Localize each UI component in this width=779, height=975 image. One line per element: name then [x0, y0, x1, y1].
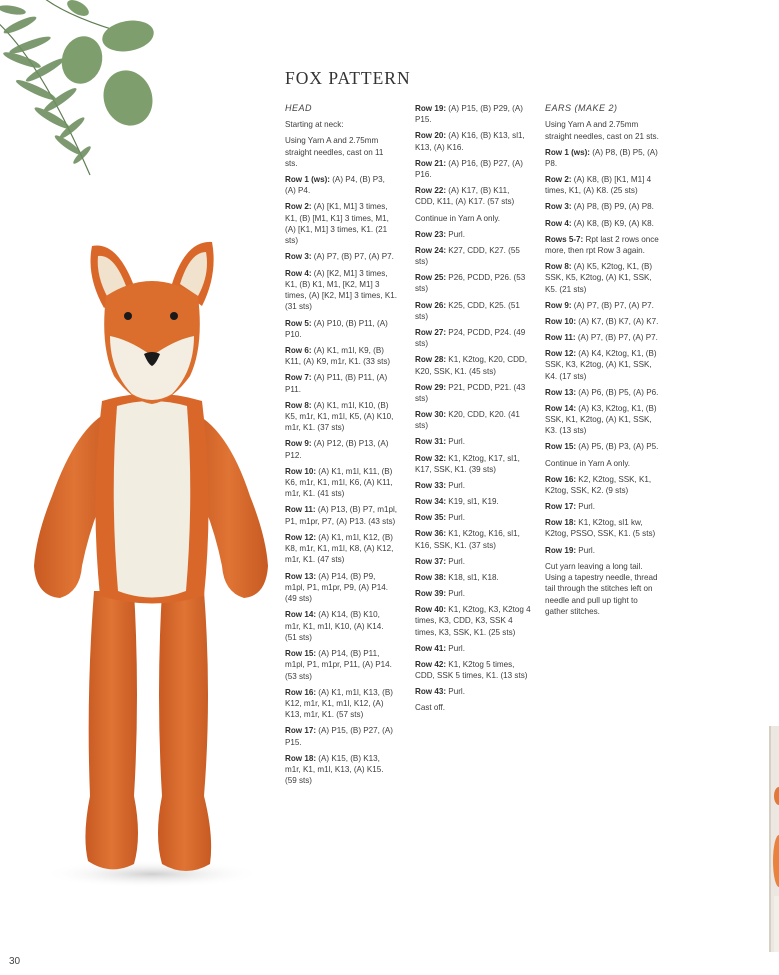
pattern-row — [285, 268, 397, 313]
row-instruction: (A) P11, (B) P11, (A) P11. — [285, 373, 388, 394]
row-label: Row 33: — [415, 480, 447, 490]
row-label: Row 35: — [415, 513, 447, 523]
row-instruction: K2, K2tog, SSK, K1, K2tog, SSK, K2. (9 sts) — [545, 474, 652, 495]
pattern-row — [415, 453, 531, 476]
row-label: Row 6: — [285, 345, 312, 355]
pattern-row — [545, 119, 659, 142]
row-instruction: (A) K15, (B) K13, m1r, K1, m1l, K13, (A) K15. (59 sts) — [285, 753, 384, 786]
pattern-row — [415, 496, 531, 507]
row-label: Row 16: — [285, 687, 317, 697]
row-instruction: K1, K2tog, K16, sl1, K16, SSK, K1. (37 sts) — [415, 529, 520, 550]
row-label: Row 34: — [415, 497, 447, 507]
pattern-row — [285, 119, 397, 130]
pattern-row — [545, 174, 659, 197]
row-label: Row 1 (ws): — [285, 175, 330, 185]
pattern-row — [545, 458, 659, 469]
pattern-row — [545, 387, 659, 398]
row-instruction: (A) K1, m1l, K12, (B) K8, m1r, K1, m1l, K8, (A) K12, m1r, K1. (47 sts) — [285, 532, 394, 565]
row-instruction: (A) K1, m1l, K9, (B) K11, (A) K9, m1r, K1. (33 sts) — [285, 345, 391, 367]
row-instruction: (A) P16, (B) P27, (A) P16. — [415, 158, 523, 180]
row-instruction: (A) P4, (B) P3, (A) P4. — [285, 175, 385, 196]
row-label: Row 17: — [285, 726, 317, 736]
row-instruction: Purl. — [448, 437, 465, 447]
pattern-row — [545, 147, 659, 170]
row-instruction: (A) P5, (B) P3, (A) P5. — [578, 442, 659, 452]
row-instruction: (A) P14, (B) P9, m1pl, P1, m1pr, P9, (A) P14. (49 sts) — [285, 571, 389, 604]
row-instruction: K27, CDD, K27. (55 sts) — [415, 245, 520, 267]
pattern-row — [545, 474, 659, 497]
row-instruction: (A) P7, (B) P7, (A) P7. — [313, 252, 394, 262]
pattern-row — [415, 245, 531, 268]
pattern-row — [545, 332, 659, 343]
pattern-row — [285, 318, 397, 341]
row-label: Row 10: — [285, 466, 317, 476]
pattern-row — [285, 345, 397, 368]
row-instruction: Cast off. — [415, 703, 445, 713]
pattern-row — [415, 409, 531, 432]
row-instruction: Purl. — [448, 480, 465, 490]
page-title: FOX PATTERN — [285, 68, 411, 88]
row-instruction: P21, PCDD, P21. (43 sts) — [415, 382, 526, 403]
row-instruction: K25, CDD, K25. (51 sts) — [415, 300, 520, 321]
row-instruction: (A) [K1, M1] 3 times, K1, (B) [M1, K1] 3 times, M1, (A) [K1, M1] 3 times, K1. (21 sts) — [285, 202, 389, 246]
pattern-row — [545, 501, 659, 512]
row-instruction: K1, K2tog, sl1 kw, K2tog, PSSO, SSK, K1. (5 sts) — [545, 518, 656, 539]
row-instruction: (A) K1, m1l, K11, (B) K6, m1r, K1, m1l, K6, (A) K11, m1r, K1. (41 sts) — [285, 466, 393, 499]
row-label: Row 31: — [415, 437, 447, 447]
row-label: Row 19: — [415, 104, 447, 113]
row-instruction: P24, PCDD, P24. (49 sts) — [415, 327, 526, 349]
row-label: Row 42: — [415, 659, 447, 669]
row-label: Row 4: — [285, 268, 312, 278]
row-label: Row 32: — [415, 453, 447, 463]
pattern-row — [285, 504, 397, 527]
pattern-row — [285, 372, 397, 395]
pattern-row — [545, 561, 659, 617]
knitted-fox-toy-photo — [22, 236, 284, 896]
row-label: Rows 5-7: — [545, 234, 584, 244]
row-label: Row 15: — [285, 648, 317, 658]
row-label: Row 18: — [285, 753, 317, 763]
column-head-continued — [415, 103, 531, 718]
pattern-row — [285, 251, 397, 262]
pattern-row — [415, 588, 531, 599]
row-instruction: Continue in Yarn A only. — [545, 458, 631, 468]
row-instruction: Continue in Yarn A only. — [415, 213, 501, 223]
row-instruction: (A) [K2, M1] 3 times, K1, (B) K1, M1, [K2, M1] 3 times, (A) [K2, M1] 3 times, K1. (31 sts) — [285, 268, 397, 312]
row-label: Row 12: — [285, 532, 317, 542]
page-number: 30 — [9, 956, 21, 967]
column-head — [285, 103, 397, 791]
row-label: Row 14: — [285, 610, 317, 620]
pattern-row — [415, 130, 531, 153]
row-instruction: (A) P8, (B) P5, (A) P8. — [545, 147, 658, 168]
row-instruction: (A) K14, (B) K10, m1r, K1, m1l, K10, (A) K14. (51 sts) — [285, 610, 384, 642]
pattern-row — [415, 229, 531, 240]
pattern-row — [285, 135, 397, 169]
row-instruction: Purl. — [448, 643, 465, 653]
row-label: Row 4: — [545, 218, 572, 228]
pattern-row — [415, 103, 531, 126]
row-instruction: Purl. — [578, 502, 595, 512]
row-instruction: K1, K2tog, K17, sl1, K17, SSK, K1. (39 sts) — [415, 453, 520, 474]
row-label: Row 30: — [415, 410, 447, 420]
pattern-row — [285, 174, 397, 197]
row-instruction: (A) K1, m1l, K13, (B) K12, m1r, K1, m1l, K12, (A) K13, m1r, K1. (57 sts) — [285, 687, 393, 720]
row-label: Row 12: — [545, 349, 577, 359]
row-label: Row 18: — [545, 518, 577, 528]
row-instruction: (A) P12, (B) P13, (A) P12. — [285, 439, 389, 460]
pattern-row — [545, 316, 659, 327]
row-instruction: (A) K1, m1l, K10, (B) K5, m1r, K1, m1l, K5, (A) K10, m1r, K1. (37 sts) — [285, 400, 394, 433]
row-label: Row 28: — [415, 355, 447, 365]
pattern-row — [285, 400, 397, 434]
row-instruction: (A) K8, (B) K9, (A) K8. — [573, 218, 654, 228]
row-label: Row 26: — [415, 300, 447, 310]
row-label: Row 29: — [415, 382, 447, 392]
row-instruction: Cut yarn leaving a long tail. Using a tapestry needle, thread tail through the stitches left on needle and pull up tight to gather stitches. — [545, 561, 658, 616]
row-label: Row 38: — [415, 572, 447, 582]
row-instruction: Purl. — [448, 588, 465, 598]
row-instruction: Purl. — [578, 545, 595, 555]
row-instruction: (A) P10, (B) P11, (A) P10. — [285, 318, 388, 339]
row-label: Row 9: — [285, 439, 312, 449]
row-label: Row 24: — [415, 245, 447, 255]
pattern-row — [415, 272, 531, 295]
row-instruction: K1, K2tog, K20, CDD, K20, SSK, K1. (45 sts) — [415, 355, 528, 376]
row-instruction: Starting at neck: — [285, 120, 344, 130]
row-label: Row 2: — [285, 202, 312, 212]
row-label: Row 3: — [545, 202, 572, 212]
pattern-row — [285, 438, 397, 461]
pattern-row — [415, 528, 531, 551]
pattern-row — [415, 556, 531, 567]
row-label: Row 16: — [545, 474, 577, 484]
row-label: Row 25: — [415, 273, 447, 283]
pattern-row — [285, 725, 397, 748]
row-label: Row 8: — [545, 262, 572, 272]
pattern-row — [415, 158, 531, 181]
row-instruction: K1, K2tog 5 times, CDD, SSK 5 times, K1. (13 sts) — [415, 659, 528, 680]
row-label: Row 14: — [545, 403, 577, 413]
row-instruction: K19, sl1, K19. — [448, 497, 499, 507]
pattern-row — [285, 648, 397, 682]
row-label: Row 37: — [415, 556, 447, 566]
row-label: Row 7: — [285, 373, 312, 383]
section-heading: EARS (MAKE 2) — [545, 103, 618, 113]
row-instruction: (A) P13, (B) P7, m1pl, P1, m1pr, P7, (A) P13. (43 sts) — [285, 505, 398, 526]
pattern-row — [545, 403, 659, 437]
row-instruction: (A) K5, K2tog, K1, (B) SSK, K5, K2tog, (A) K1, SSK, K5. (21 sts) — [545, 262, 653, 294]
pattern-row — [285, 687, 397, 721]
fern-leaves-decoration — [0, 0, 170, 190]
pattern-row — [415, 480, 531, 491]
row-instruction: (A) K4, K2tog, K1, (B) SSK, K3, K2tog, (A) K1, SSK, K4. (17 sts) — [545, 349, 657, 381]
pattern-row — [415, 354, 531, 377]
row-instruction: K20, CDD, K20. (41 sts) — [415, 410, 520, 431]
row-instruction: Purl. — [448, 513, 465, 523]
row-instruction: Rpt last 2 rows once more, then rpt Row 3 again. — [545, 234, 659, 255]
row-instruction: (A) P15, (B) P29, (A) P15. — [415, 104, 523, 125]
pattern-row — [285, 201, 397, 246]
row-label: Row 39: — [415, 588, 447, 598]
pattern-row — [285, 753, 397, 787]
pattern-row — [415, 327, 531, 350]
section-heading: HEAD — [285, 103, 313, 113]
pattern-row — [545, 234, 659, 257]
row-instruction: (A) P6, (B) P5, (A) P6. — [578, 387, 659, 397]
row-instruction: Using Yarn A and 2.75mm straight needles, cast on 21 sts. — [545, 120, 659, 141]
row-instruction: (A) K16, (B) K13, sl1, K13, (A) K16. — [415, 131, 525, 152]
pattern-row — [285, 609, 397, 643]
pattern-row — [415, 185, 531, 208]
row-label: Row 22: — [415, 186, 447, 196]
pattern-row — [545, 300, 659, 311]
row-instruction: (A) P7, (B) P7, (A) P7. — [573, 300, 654, 310]
row-label: Row 20: — [415, 131, 447, 141]
pattern-row — [415, 213, 531, 224]
pattern-row — [285, 571, 397, 605]
row-label: Row 11: — [545, 332, 576, 342]
pattern-row — [545, 261, 659, 295]
pattern-row — [415, 604, 531, 638]
pattern-row — [545, 348, 659, 382]
row-instruction: Using Yarn A and 2.75mm straight needles, cast on 11 sts. — [285, 136, 384, 168]
row-instruction: (A) P7, (B) P7, (A) P7. — [577, 332, 658, 342]
pattern-row — [545, 441, 659, 452]
row-instruction: (A) P15, (B) P27, (A) P15. — [285, 726, 393, 747]
row-label: Row 43: — [415, 687, 447, 697]
pattern-row — [545, 545, 659, 556]
row-instruction: K18, sl1, K18. — [448, 572, 499, 582]
row-label: Row 27: — [415, 327, 447, 337]
row-instruction: (A) K7, (B) K7, (A) K7. — [578, 316, 659, 326]
row-label: Row 13: — [545, 387, 577, 397]
row-label: Row 8: — [285, 400, 312, 410]
row-label: Row 9: — [545, 300, 572, 310]
pattern-row — [545, 218, 659, 229]
row-label: Row 10: — [545, 316, 577, 326]
cropped-photo-edge — [769, 726, 779, 952]
row-label: Row 21: — [415, 158, 447, 168]
row-label: Row 5: — [285, 318, 312, 328]
pattern-row — [285, 466, 397, 500]
pattern-row — [415, 686, 531, 697]
row-label: Row 13: — [285, 571, 317, 581]
pattern-row — [415, 643, 531, 654]
row-label: Row 2: — [545, 175, 572, 185]
row-label: Row 19: — [545, 545, 577, 555]
row-label: Row 17: — [545, 502, 577, 512]
row-instruction: (A) K17, (B) K11, CDD, K11, (A) K17. (57 sts) — [415, 186, 515, 207]
pattern-row — [415, 300, 531, 323]
row-instruction: K1, K2tog, K3, K2tog 4 times, K3, CDD, K3, SSK 4 times, K3, SSK, K1. (25 sts) — [415, 604, 531, 637]
pattern-row — [415, 512, 531, 523]
row-instruction: (A) K3, K2tog, K1, (B) SSK, K1, K2tog, (A) K1, SSK, K3. (13 sts) — [545, 403, 657, 436]
pattern-row — [545, 517, 659, 540]
pattern-row — [415, 382, 531, 405]
row-instruction: (A) P14, (B) P11, m1pl, P1, m1pr, P11, (A) P14. (53 sts) — [285, 648, 392, 681]
row-label: Row 41: — [415, 643, 447, 653]
row-label: Row 11: — [285, 505, 316, 515]
pattern-row — [415, 572, 531, 583]
pattern-row — [545, 201, 659, 212]
row-instruction: (A) K8, (B) [K1, M1] 4 times, K1, (A) K8. (25 sts) — [545, 175, 652, 196]
row-instruction: (A) P8, (B) P9, (A) P8. — [573, 202, 654, 212]
pattern-row — [415, 436, 531, 447]
row-label: Row 36: — [415, 529, 447, 539]
row-label: Row 15: — [545, 442, 577, 452]
column-ears — [545, 103, 659, 622]
row-instruction: Purl. — [448, 229, 465, 239]
row-label: Row 3: — [285, 252, 312, 262]
row-instruction: Purl. — [448, 556, 465, 566]
row-label: Row 40: — [415, 604, 447, 614]
pattern-row — [415, 659, 531, 682]
row-label: Row 1 (ws): — [545, 147, 590, 157]
pattern-row — [285, 532, 397, 566]
row-instruction: Purl. — [448, 687, 465, 697]
row-label: Row 23: — [415, 229, 447, 239]
pattern-row — [415, 702, 531, 713]
row-instruction: P26, PCDD, P26. (53 sts) — [415, 273, 526, 294]
